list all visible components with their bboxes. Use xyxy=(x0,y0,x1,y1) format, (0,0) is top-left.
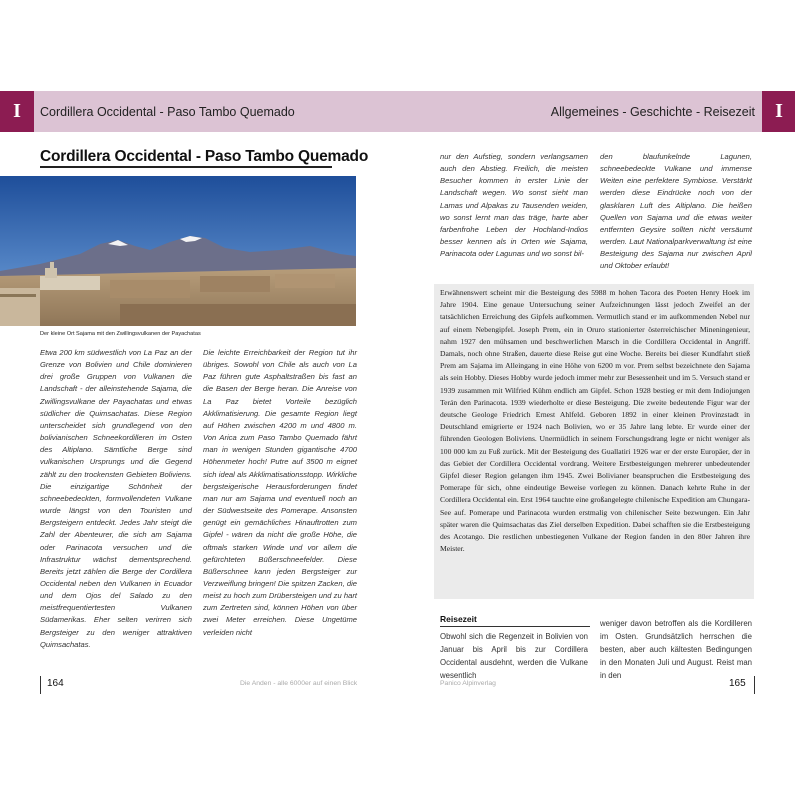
section-heading-reisezeit: Reisezeit xyxy=(440,614,477,624)
landscape-photo xyxy=(0,176,356,326)
right-page-column-1: nur den Aufstieg, sondern verlangsamen auch den Abstieg. Freilich, die meisten Besucher kommen in erster Linie der Landschaft wegen. Wo sonst sieht man Lamas und Alpakas zu Tausenden weiden, wo sonst lernt man das träge, harte aber farbenfrohe Leben der Hochland-Indios besser kennen als in Orten wie Sajama, Parinacota oder Lagunas und wo sonst bil- xyxy=(440,152,588,259)
footer-rule-right xyxy=(754,676,755,694)
reisezeit-column-1: Obwohl sich die Regenzeit in Bolivien von Januar bis April bis zur Cordillera Occidental ausdehnt, werden die Vulkane wesentlich xyxy=(440,632,588,680)
reisezeit-column-2: weniger davon betroffen als die Kordilleren im Osten. Grundsätzlich herrschen die besten, aber auch kältesten Bedingungen in den Monaten Juli und August. Reist man in den xyxy=(600,619,752,680)
chapter-tab-right: I xyxy=(762,91,795,132)
footer-left: Die Anden - alle 6000er auf einen Blick xyxy=(240,680,358,687)
footer-right: Panico Alpinverlag xyxy=(440,680,496,687)
chapter-tab-left: I xyxy=(0,91,34,132)
page-title: Cordillera Occidental - Paso Tambo Quemado xyxy=(40,148,369,165)
left-page-column-2: Die leichte Erreichbarkeit der Region tut ihr übriges. Sowohl von Chile als auch von La Paz führen gute Asphaltstraßen bis fast an die Basen der Berge heran. Die Anreise von La Paz bietet Vorteile bezüglich Akklimatisierung. Die gesamte Region liegt auf Höhen zwischen 4200 m und 4800 m. Von Arica zum Paso Tambo Quemado fährt man in wenigen Stunden gigantische 4700 Höhenmeter hoch! Putre auf 3500 m eignet sich ideal als Akklimatisationsstopp. Wirkliche bergsteigerische Herausforderungen findet man nur am Sajama und eventuell noch an der Südwestseite des Pomerape. Ansonsten genügt ein gemächliches Hinauftrotten zum Gipfel - wären da nicht die große Höhe, die oftmals starken Winde und vor allem die gefürchteten Büßerschneefelder. Diese Büßerschnee kann jeden Bergsteiger zur Verzweiflung bringen! Die spitzen Zacken, die meist zu hoch zum Drübersteigen und zu hart zum Zertreten sind, können Höhen von über zwei Meter erreichen. Diese Ungetüme verleiden nicht xyxy=(203,348,357,637)
page-number-left: 164 xyxy=(47,678,64,689)
section-heading-rule xyxy=(440,626,590,627)
photo-caption: Der kleine Ort Sajama mit den Zwillingsvulkanen der Payachatas xyxy=(40,331,201,337)
page-number-right: 165 xyxy=(729,678,746,689)
left-page-column-1: Etwa 200 km südwestlich von La Paz an der Grenze von Bolivien und Chile dominieren drei große Gruppen von Vulkanen die Landschaft - der alleinstehende Sajama, die Zwillingsvulkane der Payachatas und etwas südlicher die Quimsachatas. Diese Region unterscheidet sich grundlegend von den bolivianischen Schneekordilleren im Osten des Altiplano. Sämtliche Berge sind vulkanischen Ursprungs und die Gegend zählt zu den trockensten Gebieten Boliviens. Die einzigartige Schönheit der schneebedeckten, formvollendeten Vulkane wurde längst von den Touristen und Bergsteigern entdeckt. Jedes Jahr steigt die Zahl der Abenteurer, die sich am Sajama oder Parinacota versuchen und die Infrastruktur wächst dementsprechend. Bereits jetzt zählen die Berge der Cordillera Occidental neben den Vulkanen in Ecuador und dem Ojos del Salado zu den meistfrequentiertesten Vulkanen Südamerikas. Eher selten verirren sich Bergsteiger zu den weniger attraktiven Quimsachatas. xyxy=(40,348,192,649)
title-underline xyxy=(40,166,332,168)
running-header-right: Allgemeines - Geschichte - Reisezeit xyxy=(550,105,755,119)
right-page-column-2: den blaufunkelnde Lagunen, schneebedeckte Vulkane und immense Weiten eine perfektere Symbiose. Verstärkt werden diese Eindrücke noch von der glasklaren Luft des Altiplano. Die heißen Quellen von Sajama und die etwas weiter entfernten Geysire sollten nicht versäumt werden. Laut Nationalparkverwaltung ist eine Besteigung des Sajama nur zwischen April und Oktober erlaubt! xyxy=(600,152,752,271)
history-box-text: Erwähnenswert scheint mir die Besteigung des 5988 m hohen Tacora des Poeten Henry Hoek im Jahre 1904. Eine genaue Untersuchung seiner Aufzeichnungen lässt jedoch Zweifel an der tatsächlichen Erreichung des Gipfels aufkommen. Vermutlich stand er im aufkommenden Nebel nur auf einem Nebengipfel. Joseph Prem, ein in Oruro stationierter österreichischer Mineningenieur, nahm 1927 den mühsamen und beschwerlichen Marsch in die Cordillera Occidental in Angriff. Damals, noch ohne Straßen, dauerte diese Reise gut eine Woche. Bereits bei dieser Kundfahrt stieß Prem am Sajama im Alleingang in eine Höhe von 6200 m vor. Prem selbst bezeichnete den Sajama als sein Hobby. Dieses Hobby wurde jedoch immer mehr zur Besessenheit und im 5. Versuch stand er 1939 zusammen mit Wilfried Kühm endlich am Gipfel. Schon 1928 bestieg er mit dem Indiojungen Terán den Parinacota. 1939 wiederholte er diese Besteigung. Die zweite bedeutende Figur war der deutsche Geologe Friedrich Ernest Ahlfeld. Geboren 1892 in einer kleinen Provinzstadt in Deutschland emigrierte er 1924 nach Bolivien, wo er 35 Jahre lang lebte. Er wurde einer der führenden Geologen Boliviens. Unermüdlich in seinem Forschungsdrang legte er nicht weniger als 100 000 km zu Fuß zurück. Mit der Besteigung des Guallatiri 1926 war er der erste Europäer, der in das Gebiet der Cordillera Occidental vordrang. Weitere Erstbesteigungen mehrerer unbedeutender Gipfel dieser Region gelangen ihm 1945. Zwei Bolivianer beanspruchen die Erstbesteigung des Pomerape für sich, ohne eindeutige Beweise vorlegen zu können. Danach kehrte Ruhe in der Cordillera Occidental ein. Erst 1964 tauchte eine großangelegte chilenische Expedition am Chungara-See auf. Pomerape und Parinacota wurden erstmalig von chilenischer Seite bezwungen. Ein Jahr später waren die Quimsachatas das Ziel derselben Expedition. Dabei schafften sie die Erstbesteigung des Acotango. Die restlichen unbestiegenen Vulkane der Region fanden in den 80er Jahren ihre Meister. xyxy=(440,288,750,554)
footer-rule-left xyxy=(40,676,41,694)
running-header-left: Cordillera Occidental - Paso Tambo Quemado xyxy=(40,105,295,119)
